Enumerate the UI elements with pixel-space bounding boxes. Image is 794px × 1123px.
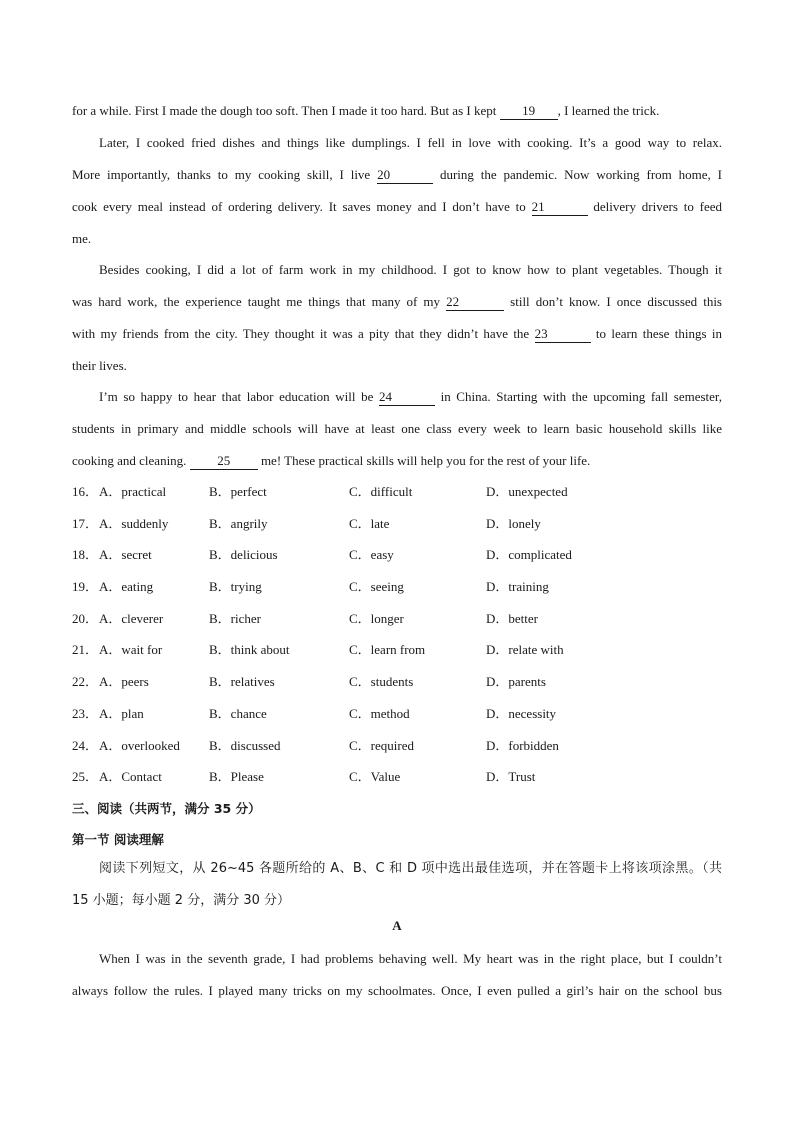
option-d[interactable]: D．training bbox=[486, 579, 549, 595]
option-c[interactable]: C．required bbox=[349, 737, 414, 753]
section-subheading: 第一节 阅读理解 bbox=[72, 832, 164, 847]
option-c[interactable]: C．seeing bbox=[349, 579, 404, 595]
option-row: 21． A．wait for B．think about C．learn from D．relate with bbox=[72, 634, 722, 666]
option-b[interactable]: B．angrily bbox=[209, 515, 268, 531]
option-a[interactable]: A．eating bbox=[99, 579, 154, 595]
text-line: Besides cooking, I did a lot of farm work in my childhood. I got to know how to plant vegetables. Though it bbox=[99, 262, 722, 277]
option-a[interactable]: A．peers bbox=[99, 674, 149, 690]
text-line: me. bbox=[72, 231, 92, 246]
option-b[interactable]: B．Please bbox=[209, 769, 264, 785]
passage-label: A bbox=[392, 918, 402, 933]
option-row: 25． A．Contact B．Please C．Value D．Trust bbox=[72, 761, 722, 793]
text-line: students in primary and middle schools will have at least one class every week to learn basic household skills like bbox=[72, 421, 722, 436]
option-row: 19． A．eating B．trying C．seeing D．training bbox=[72, 571, 722, 603]
option-d[interactable]: D．unexpected bbox=[486, 484, 568, 499]
option-row: 20． A．cleverer B．richer C．longer D．better bbox=[72, 603, 722, 635]
option-a[interactable]: A．practical bbox=[99, 484, 167, 499]
text-line: More importantly, thanks to my cooking skill, I live 20 during the pandemic. Now working from home, I bbox=[72, 167, 722, 182]
option-b[interactable]: B．relatives bbox=[209, 674, 275, 690]
blank-19: 19 bbox=[500, 103, 558, 120]
option-a[interactable]: A．suddenly bbox=[99, 515, 169, 531]
text-line: with my friends from the city. They thought it was a pity that they didn’t have the 23 to learn these things in bbox=[72, 326, 723, 341]
section-heading: 三、阅读（共两节，满分 35 分） bbox=[72, 801, 261, 816]
option-b[interactable]: B．think about bbox=[209, 642, 290, 658]
paragraph-3 bbox=[72, 254, 722, 382]
blank-20: 20 bbox=[377, 167, 433, 184]
option-d[interactable]: D．Trust bbox=[486, 769, 536, 785]
option-c[interactable]: C．students bbox=[349, 674, 414, 690]
text-line: I’m so happy to hear that labor education will be 24 in China. Starting with the upcoming fall semester, bbox=[99, 389, 722, 404]
paragraph-2 bbox=[72, 127, 722, 255]
text-line: When I was in the seventh grade, I had problems behaving well. My heart was in the right place, but I couldn’t bbox=[99, 951, 722, 966]
options-list bbox=[72, 476, 722, 793]
option-a[interactable]: A．wait for bbox=[99, 642, 163, 658]
option-row: 22． A．peers B．relatives C．students D．parents bbox=[72, 666, 722, 698]
text-line: always follow the rules. I played many tricks on my schoolmates. Once, I even pulled a girl’s hair on the school bus bbox=[72, 983, 722, 998]
option-d[interactable]: D．relate with bbox=[486, 642, 564, 658]
text-line: 阅读下列短文，从 26~45 各题所给的 A、B、C 和 D 项中选出最佳选项，并在答题卡上将该项涂黑。（共 bbox=[99, 861, 722, 876]
blank-21: 21 bbox=[532, 199, 588, 216]
text-line: was hard work, the experience taught me things that many of my 22 still don’t know. I once discussed this bbox=[72, 294, 722, 309]
blank-24: 24 bbox=[379, 389, 435, 406]
option-c[interactable]: C．longer bbox=[349, 610, 404, 626]
text-line: cooking and cleaning. 25 me! These practical skills will help you for the rest of your life. bbox=[72, 453, 591, 468]
option-a[interactable]: A．cleverer bbox=[99, 610, 164, 626]
option-a[interactable]: A．plan bbox=[99, 705, 144, 721]
option-d[interactable]: D．better bbox=[486, 610, 538, 626]
option-c[interactable]: C．learn from bbox=[349, 642, 426, 658]
option-b[interactable]: B．richer bbox=[209, 610, 261, 626]
passage-a bbox=[72, 943, 722, 1007]
option-b[interactable]: B．discussed bbox=[209, 737, 281, 753]
option-row: 18． A．secret B．delicious C．easy D．complicated bbox=[72, 539, 722, 571]
option-row: 16． A．practical B．perfect C．difficult D．unexpected bbox=[72, 476, 722, 508]
text-line: cook every meal instead of ordering delivery. It saves money and I don’t have to 21 delivery drivers to feed bbox=[72, 199, 722, 214]
option-b[interactable]: B．perfect bbox=[209, 484, 267, 499]
blank-25: 25 bbox=[190, 453, 258, 470]
instruction bbox=[72, 853, 722, 917]
option-b[interactable]: B．delicious bbox=[209, 547, 278, 563]
text-line: their lives. bbox=[72, 358, 127, 373]
option-d[interactable]: D．necessity bbox=[486, 705, 557, 721]
option-row: 17． A．suddenly B．angrily C．late D．lonely bbox=[72, 508, 722, 540]
option-c[interactable]: C．difficult bbox=[349, 484, 413, 499]
paragraph-1 bbox=[72, 95, 722, 127]
option-b[interactable]: B．chance bbox=[209, 705, 267, 721]
option-d[interactable]: D．complicated bbox=[486, 547, 572, 563]
option-c[interactable]: C．late bbox=[349, 515, 390, 531]
option-d[interactable]: D．forbidden bbox=[486, 737, 559, 753]
option-a[interactable]: A．secret bbox=[99, 547, 152, 563]
option-b[interactable]: B．trying bbox=[209, 579, 262, 595]
option-a[interactable]: A．overlooked bbox=[99, 737, 180, 753]
option-c[interactable]: C．method bbox=[349, 705, 410, 721]
blank-22: 22 bbox=[446, 294, 504, 311]
option-row: 24． A．overlooked B．discussed C．required D．forbidden bbox=[72, 730, 722, 762]
text-line: 15 小题；每小题 2 分，满分 30 分） bbox=[72, 893, 291, 908]
text-line: for a while. First I made the dough too soft. Then I made it too hard. But as I kept 19 , I learned the trick. bbox=[72, 103, 660, 118]
paragraph-4 bbox=[72, 381, 722, 477]
option-c[interactable]: C．easy bbox=[349, 547, 394, 563]
option-d[interactable]: D．lonely bbox=[486, 515, 541, 531]
blank-23: 23 bbox=[535, 326, 591, 343]
option-d[interactable]: D．parents bbox=[486, 674, 546, 690]
text-line: Later, I cooked fried dishes and things like dumplings. I fell in love with cooking. It’s a good way to relax. bbox=[99, 135, 722, 150]
option-c[interactable]: C．Value bbox=[349, 769, 401, 785]
option-row: 23． A．plan B．chance C．method D．necessity bbox=[72, 698, 722, 730]
option-a[interactable]: A．Contact bbox=[99, 769, 162, 785]
